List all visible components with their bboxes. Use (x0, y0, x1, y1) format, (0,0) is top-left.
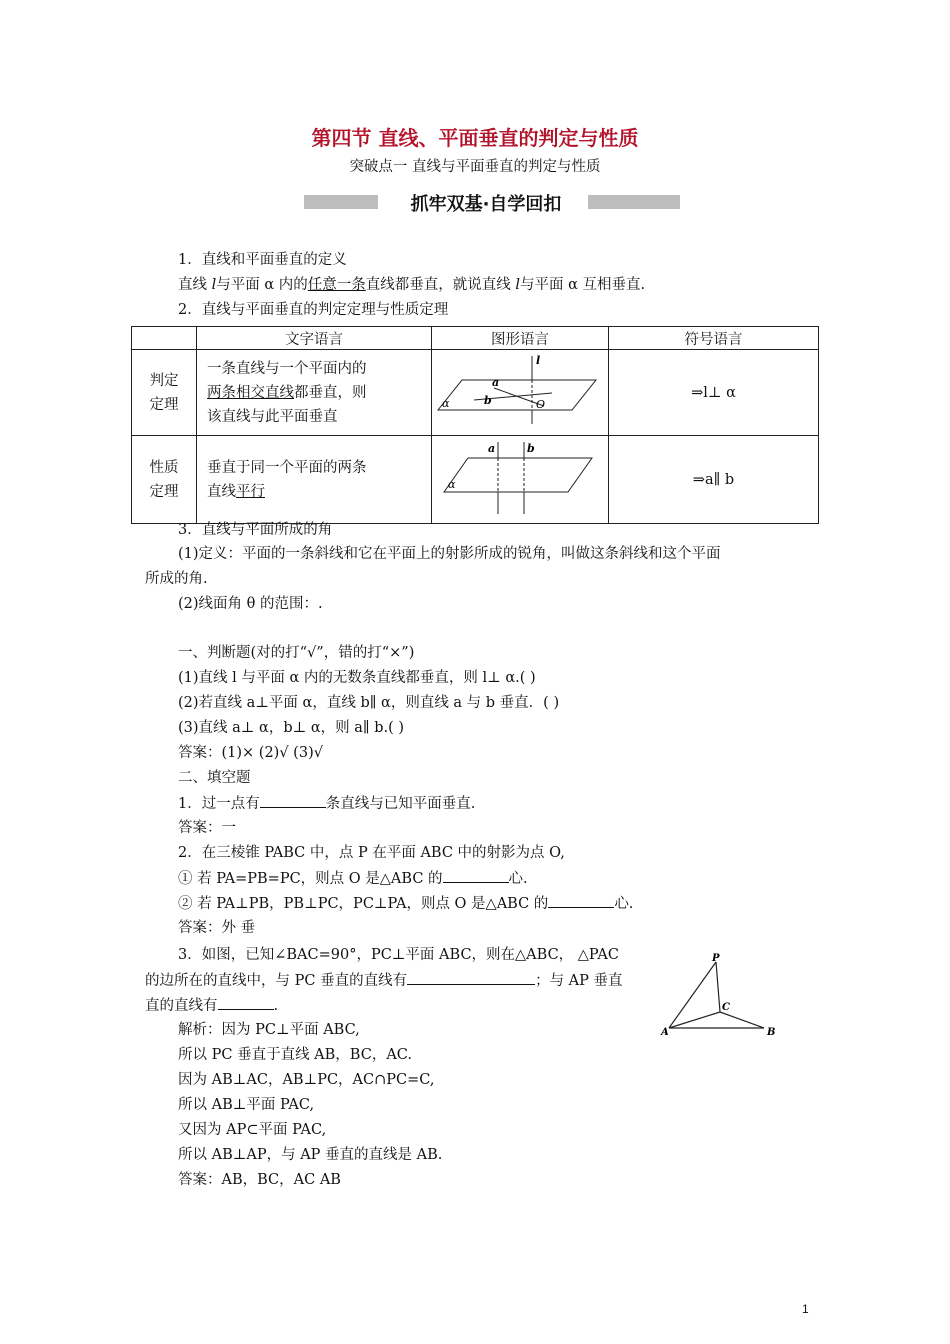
fill-q3-line3: 直的直线有 . (145, 995, 278, 1016)
fig-label-C: C (722, 1002, 730, 1013)
s3-definition-2: 所成的角. (145, 571, 208, 587)
s3-definition-1: (1)定义：平面的一条斜线和它在平面上的射影所成的锐角，叫做这条斜线和这个平面 (178, 546, 721, 562)
solution-line: 答案：AB，BC，AC AB (178, 1172, 341, 1188)
table-row-criterion (132, 350, 819, 436)
criterion-figure (432, 350, 609, 436)
header-symbol-language: 符号语言 (609, 327, 819, 350)
judge-q1: (1)直线 l 与平面 α 内的无数条直线都垂直，则 l⊥ α.( ) (178, 670, 536, 686)
solution-line: 所以 AB⊥平面 PAC, (178, 1097, 315, 1113)
judge-q3: (3)直线 a⊥ α，b⊥ α，则 a∥ b.( ) (178, 720, 405, 736)
fill-q2-1: ① 若 PA=PB=PC，则点 O 是△ABC 的 心. (178, 868, 528, 889)
fig1-label-O: O (536, 398, 546, 411)
fig1-label-a: a (492, 376, 500, 389)
answer-blank (407, 970, 535, 985)
property-symbol: ⇒a∥ b (609, 436, 819, 524)
solution-line: 所以 AB⊥AP，与 AP 垂直的直线是 AB. (178, 1147, 443, 1163)
answer-blank (260, 793, 326, 808)
table-row-property (132, 436, 819, 524)
header-figure-language: 图形语言 (432, 327, 609, 350)
fig-label-A: A (661, 1027, 669, 1038)
parallel-lines-plane-figure (432, 436, 608, 519)
fill-q1: 1．过一点有 条直线与已知平面垂直. (178, 793, 475, 814)
fig1-label-b: b (484, 394, 492, 407)
s2-heading: 2．直线与平面垂直的判定定理与性质定理 (178, 302, 449, 318)
header-text-language: 文字语言 (197, 327, 432, 350)
banner-bar-right (588, 195, 680, 209)
answer-blank (443, 868, 509, 883)
fill-q3-line2: 的边所在的直线中，与 PC 垂直的直线有 ；与 AP 垂直 (145, 970, 623, 991)
fill-a2: 答案：外 垂 (178, 920, 256, 936)
fig-label-P: P (712, 953, 720, 964)
fill-q3-line1: 3．如图，已知∠BAC=90°，PC⊥平面 ABC，则在△ABC， △PAC (178, 947, 619, 963)
answer-blank (218, 995, 274, 1010)
judge-heading: 一、判断题(对的打“√”，错的打“×”) (178, 645, 415, 661)
s3-range: (2)线面角 θ 的范围：. (178, 596, 323, 612)
property-text: 垂直于同一个平面的两条 直线平行 (197, 436, 432, 524)
answer-blank (548, 893, 614, 908)
table-header-row (132, 327, 819, 350)
page-title: 第四节 直线、平面垂直的判定与性质 (311, 126, 639, 150)
fig2-label-a: a (488, 442, 496, 455)
fig1-label-l: l (536, 354, 541, 367)
pyramid-figure (656, 950, 786, 1040)
solution-line: 因为 AB⊥AC，AB⊥PC，AC∩PC=C, (178, 1072, 435, 1088)
fill-heading: 二、填空题 (178, 770, 251, 786)
judge-answer: 答案：(1)× (2)√ (3)√ (178, 745, 323, 761)
s1-heading: 1．直线和平面垂直的定义 (178, 252, 347, 268)
fill-q2: 2．在三棱锥 PABC 中，点 P 在平面 ABC 中的射影为点 O, (178, 845, 565, 861)
section-banner (300, 190, 682, 216)
banner-text: 抓牢双基·自学回扣 (410, 194, 562, 215)
fill-a1: 答案：一 (178, 820, 236, 836)
banner-bar-left (304, 195, 378, 209)
fig2-label-b: b (527, 442, 535, 455)
page-number: 1 (802, 1302, 809, 1316)
s3-heading: 3．直线与平面所成的角 (178, 522, 333, 538)
table-corner-cell (132, 327, 197, 350)
plane-perpendicular-line-figure (432, 350, 608, 431)
criterion-symbol: ⇒l⊥ α (609, 350, 819, 436)
row-label-criterion: 判定 定理 (132, 350, 197, 436)
row-label-property: 性质 定理 (132, 436, 197, 524)
fill-q2-2: ② 若 PA⊥PB，PB⊥PC，PC⊥PA，则点 O 是△ABC 的 心. (178, 893, 633, 914)
property-figure (432, 436, 609, 524)
judge-q2: (2)若直线 a⊥平面 α，直线 b∥ α，则直线 a 与 b 垂直．( ) (178, 695, 560, 711)
s1-definition: 直线 l与平面 α 内的任意一条直线都垂直，就说直线 l与平面 α 互相垂直. (178, 277, 646, 293)
solution-line: 所以 PC 垂直于直线 AB，BC，AC. (178, 1047, 412, 1063)
fig2-label-alpha: α (448, 478, 456, 491)
fig-label-B: B (767, 1027, 776, 1038)
section-subtitle: 突破点一 直线与平面垂直的判定与性质 (349, 159, 601, 175)
solution-line: 又因为 AP⊂平面 PAC, (178, 1122, 327, 1138)
fig1-label-alpha: α (442, 397, 450, 410)
criterion-text: 一条直线与一个平面内的 两条相交直线都垂直，则 该直线与此平面垂直 (197, 350, 432, 436)
solution-line: 解析：因为 PC⊥平面 ABC, (178, 1022, 360, 1038)
theorem-table (131, 326, 819, 524)
